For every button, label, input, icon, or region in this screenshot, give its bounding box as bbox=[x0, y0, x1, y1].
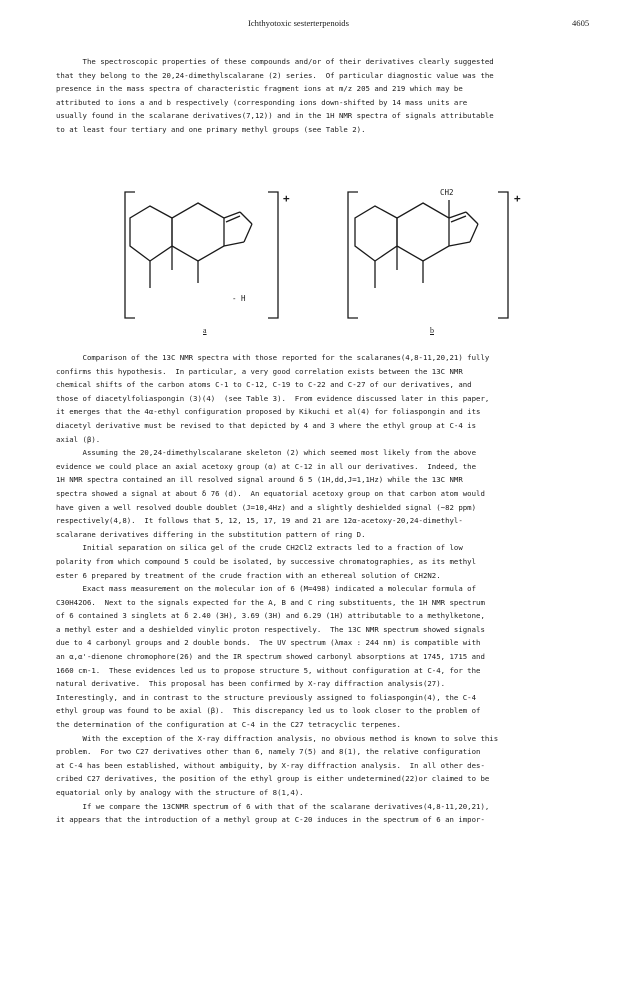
fragment-ion-scheme bbox=[0, 188, 624, 348]
text-line: spectra showed a signal at about δ 76 (d). An equatorial acetoxy group on that carbon atom would bbox=[56, 488, 485, 498]
text-line: If we compare the 13CNMR spectrum of 6 with that of the scalarane derivatives(4,8-11,20,21), bbox=[56, 801, 490, 811]
text-line: attributed to ions a and b respectively (corresponding ions down-shifted by 14 mass units are bbox=[56, 97, 468, 107]
running-title: Ichthyotoxic sesterterpenoids bbox=[248, 18, 349, 28]
text-line: natural derivative. This proposal has been confirmed by X-ray diffraction analysis(27). bbox=[56, 679, 446, 689]
text-line: of 6 contained 3 singlets at δ 2.40 (3H), 3.69 (3H) and 6.29 (1H) attributable to a methylketone, bbox=[56, 611, 485, 621]
text-line: 1H NMR spectra contained an ill resolved signal around δ 5 (1H,dd,J=1,1Hz) while the 13C NMR bbox=[56, 475, 463, 485]
bracket-b bbox=[348, 192, 508, 318]
text-line: scalarane derivatives differing in the substitution pattern of ring D. bbox=[56, 529, 366, 539]
text-line: diacetyl derivative must be revised to that depicted by 4 and 3 where the ethyl group at C-4 is bbox=[56, 420, 477, 430]
intro-paragraph bbox=[56, 55, 616, 137]
charge-a: + bbox=[283, 192, 290, 205]
structure-a-skeleton bbox=[118, 203, 262, 288]
text-line: chemical shifts of the carbon atoms C-1 to C-12, C-19 to C-22 and C-27 of our derivatives, and bbox=[56, 380, 472, 390]
text-line: ester 6 prepared by treatment of the crude fraction with an ethereal solution of CH2N2. bbox=[56, 570, 441, 580]
text-line: respectively(4,8). It follows that 5, 12, 15, 17, 19 and 21 are 12α-acetoxy-20,24-dimethyl- bbox=[56, 516, 463, 526]
text-line: to at least four tertiary and one primary methyl groups (see Table 2). bbox=[56, 124, 366, 134]
text-line: ethyl group was found to be axial (β). This discrepancy led us to look closer to the problem of bbox=[56, 706, 481, 716]
text-line: an α,α'-dienone chromophore(26) and the IR spectrum showed carbonyl absorptions at 1745, 1715 and bbox=[56, 652, 485, 662]
fragment-structures-drawing bbox=[0, 188, 624, 348]
structure-label-b: b bbox=[430, 326, 434, 335]
structure-b-skeleton bbox=[355, 200, 478, 288]
text-line: axial (β). bbox=[56, 434, 101, 444]
minus-h-label: - H bbox=[232, 294, 246, 303]
text-line: usually found in the scalarane derivatives(7,12)) and in the 1H NMR spectra of signals attributable bbox=[56, 111, 494, 121]
ch2-label: CH2 bbox=[440, 188, 454, 197]
text-line: 1660 cm-1. These evidences led us to propose structure 5, without configuration at C-4, for the bbox=[56, 665, 481, 675]
charge-b: + bbox=[514, 192, 521, 205]
text-line: C30H42O6. Next to the signals expected for the A, B and C ring substituents, the 1H NMR spectrum bbox=[56, 597, 485, 607]
text-line: Comparison of the 13C NMR spectra with those reported for the scalaranes(4,8-11,20,21) fully bbox=[56, 353, 490, 362]
text-line: Assuming the 20,24-dimethylscalarane skeleton (2) which seemed most likely from the above bbox=[56, 448, 477, 458]
text-line: due to 4 carbonyl groups and 2 double bonds. The UV spectrum (λmax : 244 nm) is compatible with bbox=[56, 638, 481, 648]
text-line: a methyl ester and a deshielded vinylic proton respectively. The 13C NMR spectrum showed signals bbox=[56, 624, 485, 634]
text-line: Initial separation on silica gel of the crude CH2Cl2 extracts led to a fraction of low bbox=[56, 543, 463, 553]
text-line: confirms this hypothesis. In particular, a very good correlation exists between the 13C NMR bbox=[56, 366, 463, 376]
text-line: Interestingly, and in contrast to the structure previously assigned to foliaspongin(4), the C-4 bbox=[56, 692, 477, 702]
text-line: problem. For two C27 derivatives other than 6, namely 7(5) and 8(1), the relative configuration bbox=[56, 747, 481, 757]
text-line: at C-4 has been established, without ambiguity, by X-ray diffraction analysis. In all other des- bbox=[56, 760, 485, 770]
page-number: 4605 bbox=[572, 18, 590, 28]
text-line: it appears that the introduction of a methyl group at C-20 induces in the spectrum of 6 an impor- bbox=[56, 815, 485, 825]
text-line: The spectroscopic properties of these compounds and/or of their derivatives clearly suggested bbox=[56, 57, 494, 66]
text-line: have given a well resolved double doublet (J=10,4Hz) and a slightly deshielded signal (~82 ppm) bbox=[56, 502, 477, 512]
main-body-text bbox=[56, 351, 616, 827]
running-header bbox=[0, 18, 624, 32]
text-line: evidence we could place an axial acetoxy group (α) at C-12 in all our derivatives. Indeed, the bbox=[56, 461, 477, 471]
structure-label-a: a bbox=[203, 326, 207, 335]
text-line: polarity from which compound 5 could be isolated, by successive chromatographies, as its methyl bbox=[56, 556, 477, 566]
text-line: Exact mass measurement on the molecular ion of 6 (M=498) indicated a molecular formula of bbox=[56, 584, 477, 594]
text-line: equatorial only by analogy with the structure of 8(1,4). bbox=[56, 788, 304, 797]
text-line: that they belong to the 20,24-dimethylscalarane (2) series. Of particular diagnostic value was the bbox=[56, 70, 494, 80]
text-line: the determination of the configuration at C-4 in the C27 tetracyclic terpenes. bbox=[56, 720, 401, 730]
bracket-a bbox=[125, 192, 278, 318]
text-line: it emerges that the 4α-ethyl configuration proposed by Kikuchi et al(4) for foliaspongin and its bbox=[56, 407, 481, 417]
text-line: With the exception of the X-ray diffraction analysis, no obvious method is known to solve this bbox=[56, 733, 499, 743]
text-line: those of diacetylfoliaspongin (3)(4) (see Table 3). From evidence discussed later in this paper, bbox=[56, 393, 490, 403]
text-line: presence in the mass spectra of characteristic fragment ions at m/z 205 and 219 which may be bbox=[56, 84, 463, 94]
text-line: cribed C27 derivatives, the position of the ethyl group is either undetermined(22)or claimed to be bbox=[56, 774, 490, 784]
